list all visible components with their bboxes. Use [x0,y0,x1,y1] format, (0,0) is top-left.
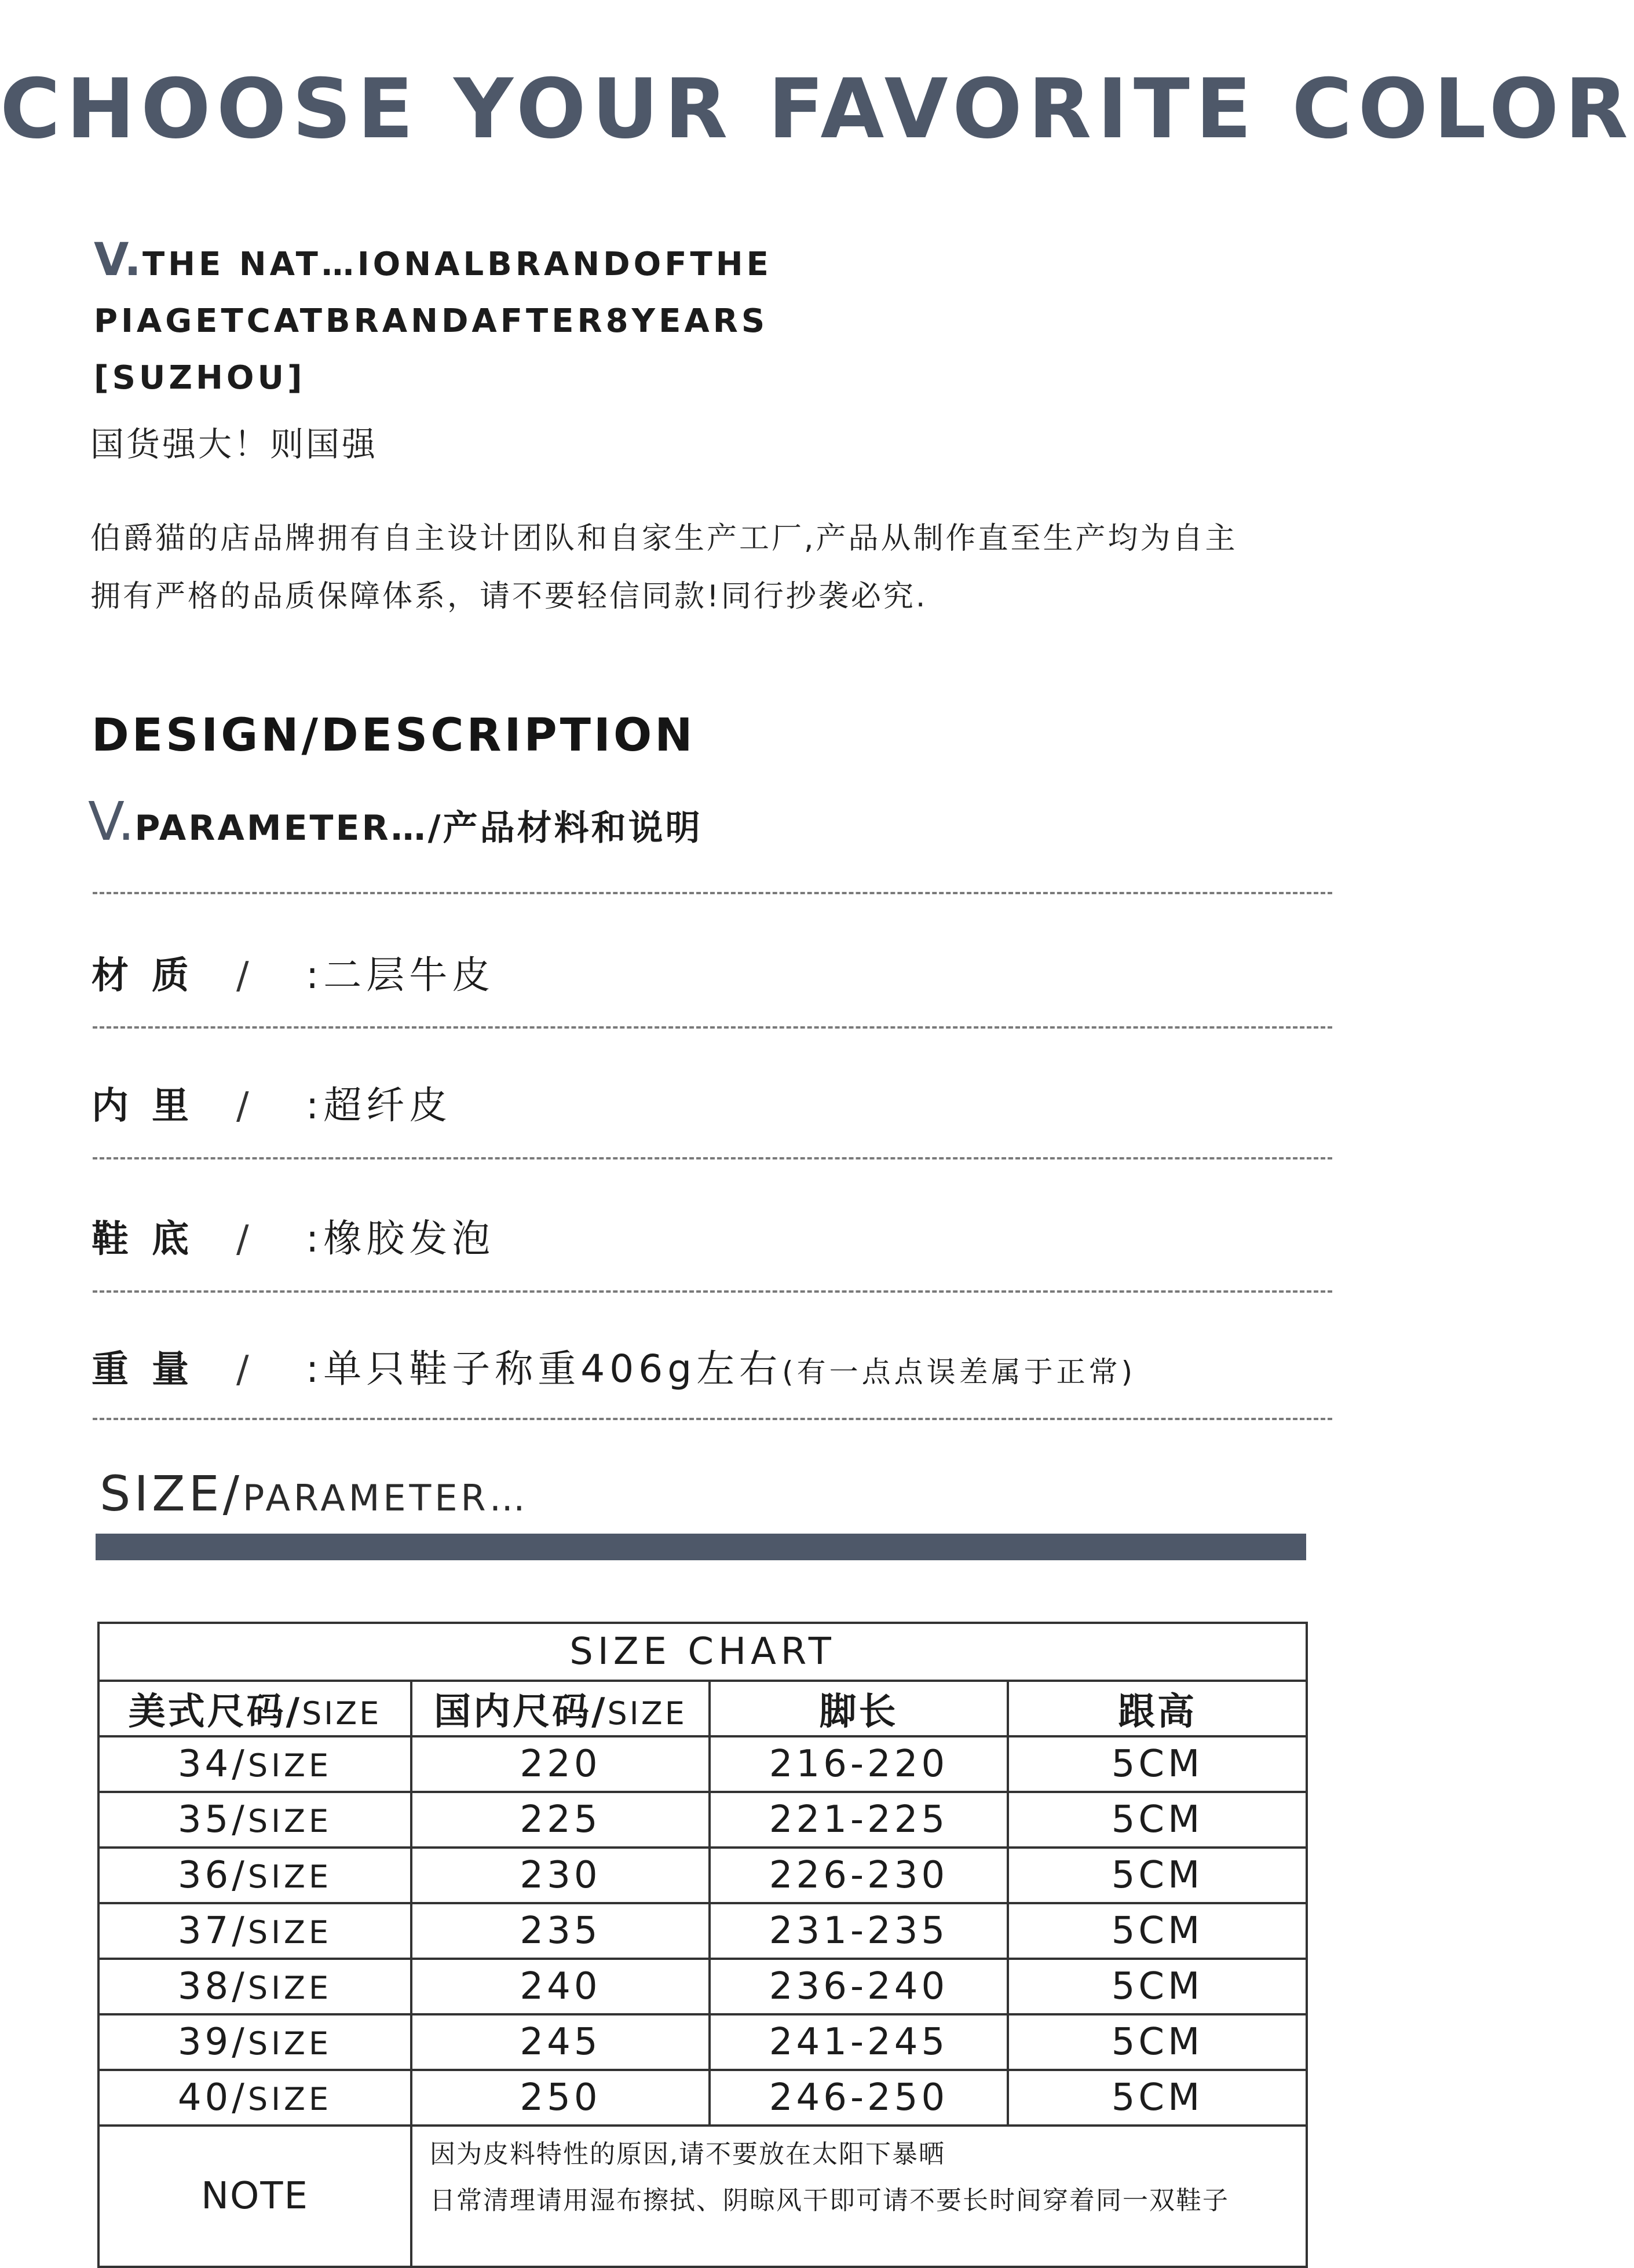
cell-foot-length: 216-220 [710,1736,1008,1792]
header-sub: SIZE [607,1695,687,1732]
cell-sub: SIZE [247,2081,332,2117]
table-row [98,2014,1307,2070]
spec-slash: / [236,1348,249,1391]
spec-row-lining [92,1074,452,1144]
table-row [98,1848,1307,1903]
design-title: DESIGN/DESCRIPTION [92,709,696,762]
header-cn-size [411,1681,710,1736]
accent-bar [96,1534,1306,1560]
intro-paragraph [90,510,1238,625]
divider [93,1418,1332,1420]
spec-slash: / [236,1218,249,1261]
cell-sub: SIZE [247,2025,332,2062]
header-us-size [98,1681,411,1736]
cell-us-size [98,1848,411,1903]
note-line-1: 因为皮料特性的原因,请不要放在太阳下暴晒 [430,2139,945,2169]
table-row [98,2070,1307,2126]
cell-us-size [98,2014,411,2070]
brand-v-mark: V. [94,234,142,286]
cell-text: 35/ [177,1798,248,1841]
cell-sub: SIZE [247,1970,332,2006]
cell-text: 37/ [177,1909,248,1952]
brand-line-1 [94,232,772,293]
slogan: 国货强大！则国强 [90,425,378,464]
cell-heel-height: 5CM [1008,2014,1307,2070]
cell-foot-length: 221-225 [710,1792,1008,1848]
cell-heel-height: 5CM [1008,1736,1307,1792]
spec-label: 内里 [92,1085,212,1128]
divider [93,892,1332,894]
cell-cn-size: 240 [411,1959,710,2014]
size-title-big: SIZE/ [100,1465,243,1522]
cell-us-size [98,2070,411,2126]
cell-heel-height: 5CM [1008,2070,1307,2126]
cell-foot-length: 246-250 [710,2070,1008,2126]
cell-heel-height: 5CM [1008,1903,1307,1959]
header-heel-height: 跟高 [1008,1681,1307,1736]
spec-value: :二层牛皮 [306,953,495,997]
cell-foot-length: 236-240 [710,1959,1008,2014]
spec-row-material [92,944,495,1014]
parameter-text: PARAMETER…/产品材料和说明 [134,808,703,848]
cell-us-size [98,1736,411,1792]
cell-cn-size: 235 [411,1903,710,1959]
spec-label: 鞋底 [92,1218,212,1261]
cell-cn-size: 250 [411,2070,710,2126]
table-note-row [98,2126,1307,2267]
cell-heel-height: 5CM [1008,1959,1307,2014]
cell-us-size [98,1792,411,1848]
header-sub: SIZE [302,1695,382,1732]
cell-text: 40/ [177,2076,248,2119]
cell-text: 36/ [177,1854,248,1897]
table-caption: SIZE CHART [98,1623,1307,1681]
cell-foot-length: 226-230 [710,1848,1008,1903]
cell-text: 39/ [177,2021,248,2064]
cell-us-size [98,1959,411,2014]
cell-sub: SIZE [247,1747,332,1784]
parameter-title [88,791,703,853]
spec-value: :橡胶发泡 [306,1216,495,1261]
spec-label: 材质 [92,954,212,997]
cell-cn-size: 245 [411,2014,710,2070]
spec-value: :单只鞋子称重406g左右 [306,1347,783,1391]
header-text: 美式尺码/ [128,1691,302,1733]
size-section-title [100,1465,529,1522]
intro-line-2: 拥有严格的品质保障体系，请不要轻信同款!同行抄袭必究. [90,579,928,614]
spec-slash: / [236,1085,249,1128]
brand-block [94,232,772,407]
cell-sub: SIZE [247,1914,332,1951]
table-header-row [98,1681,1307,1736]
size-title-small: PARAMETER… [243,1477,529,1519]
brand-line-1-text: THE NAT…IONALBRANDOFTHE [142,246,772,283]
intro-line-1: 伯爵猫的店品牌拥有自主设计团队和自家生产工厂,产品从制作直至生产均为自主 [90,521,1238,556]
brand-line-2: PIAGETCATBRANDAFTER8YEARS [94,302,769,340]
cell-cn-size: 230 [411,1848,710,1903]
spec-row-weight [92,1338,1136,1407]
cell-sub: SIZE [247,1803,332,1839]
spec-label: 重量 [92,1348,212,1391]
page-title: CHOOSE YOUR FAVORITE COLOR [0,61,1634,157]
divider [93,1157,1332,1159]
table-row [98,1736,1307,1792]
cell-foot-length: 241-245 [710,2014,1008,2070]
spec-row-sole [92,1208,495,1277]
cell-text: 38/ [177,1965,248,2008]
spec-value: :超纤皮 [306,1083,452,1128]
table-row [98,1959,1307,2014]
cell-heel-height: 5CM [1008,1848,1307,1903]
cell-foot-length: 231-235 [710,1903,1008,1959]
cell-heel-height: 5CM [1008,1792,1307,1848]
cell-us-size [98,1903,411,1959]
cell-sub: SIZE [247,1859,332,1895]
cell-cn-size: 225 [411,1792,710,1848]
header-foot-length: 脚长 [710,1681,1008,1736]
note-line-2: 日常清理请用湿布擦拭、阴晾风干即可请不要长时间穿着同一双鞋子 [430,2186,1229,2215]
table-row [98,1903,1307,1959]
divider [93,1026,1332,1029]
brand-line-3: [SUZHOU] [94,359,306,397]
note-text [411,2126,1307,2267]
cell-cn-size: 220 [411,1736,710,1792]
header-text: 国内尺码/ [434,1691,608,1733]
parameter-v-mark: V. [88,791,135,853]
divider [93,1290,1332,1293]
note-label: NOTE [98,2126,411,2267]
table-row [98,1792,1307,1848]
size-chart-table [97,1622,1308,2268]
cell-text: 34/ [177,1743,248,1786]
spec-slash: / [236,954,249,997]
spec-note: (有一点点误差属于正常) [782,1355,1136,1389]
